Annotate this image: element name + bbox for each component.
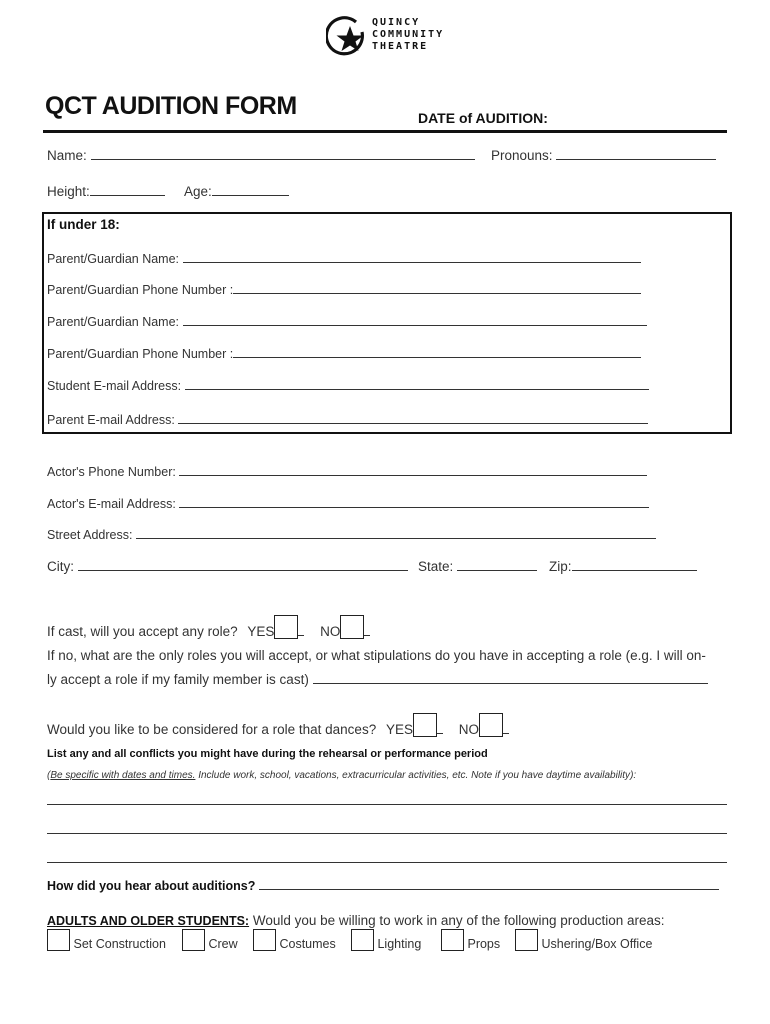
actor-phone-row xyxy=(47,463,647,479)
date-of-audition-label: DATE of AUDITION: xyxy=(418,110,548,126)
guardian-name-1-field[interactable] xyxy=(183,250,641,263)
age-row xyxy=(184,183,289,199)
age-label: Age: xyxy=(184,184,212,199)
parent-email-label: Parent E-mail Address: xyxy=(47,413,175,427)
actor-phone-label: Actor's Phone Number: xyxy=(47,465,176,479)
conflicts-note: (Be specific with dates and times. Include work, school, vacations, extracurricular activities, etc. Note if you have daytime availability): xyxy=(47,770,637,781)
age-field[interactable] xyxy=(212,183,289,196)
guardian-phone-1-row xyxy=(47,281,641,297)
props-label: Props xyxy=(467,937,501,951)
only-roles-row xyxy=(47,671,708,687)
production-lead: ADULTS AND OLDER STUDENTS: xyxy=(47,914,250,928)
student-email-row xyxy=(47,377,649,393)
height-field[interactable] xyxy=(90,183,165,196)
city-row xyxy=(47,558,408,574)
lighting-checkbox[interactable] xyxy=(351,929,374,951)
page-title: QCT AUDITION FORM xyxy=(45,92,297,120)
any-role-question: If cast, will you accept any role? xyxy=(47,624,238,639)
logo-line-3: THEATRE xyxy=(372,41,429,52)
pronouns-label: Pronouns: xyxy=(491,148,553,163)
conflicts-note-underlined: Be specific with dates and times. xyxy=(50,770,196,781)
guardian-phone-2-row xyxy=(47,345,641,361)
costumes-label: Costumes xyxy=(279,937,336,951)
student-email-field[interactable] xyxy=(185,377,649,390)
dance-no-checkbox[interactable] xyxy=(479,713,503,737)
any-role-yes-checkbox[interactable] xyxy=(274,615,298,639)
guardian-name-1-row xyxy=(47,250,641,266)
set-construction-checkbox[interactable] xyxy=(47,929,70,951)
header-divider xyxy=(43,130,727,133)
zip-row xyxy=(549,558,697,574)
zip-field[interactable] xyxy=(572,558,697,571)
guardian-name-1-label: Parent/Guardian Name: xyxy=(47,252,180,266)
any-role-yes-label: YES xyxy=(247,624,275,639)
only-roles-field[interactable] xyxy=(313,671,708,684)
student-email-label: Student E-mail Address: xyxy=(47,379,182,393)
hear-about-field[interactable] xyxy=(259,877,719,890)
production-area-crew[interactable] xyxy=(182,929,238,951)
conflicts-line-1[interactable] xyxy=(47,804,727,805)
ushering-checkbox[interactable] xyxy=(515,929,538,951)
guardian-name-2-row xyxy=(47,313,647,329)
crew-label: Crew xyxy=(208,937,238,951)
height-label: Height: xyxy=(47,184,90,199)
guardian-name-2-field[interactable] xyxy=(183,313,647,326)
dance-no-underline xyxy=(503,721,509,734)
guardian-phone-2-label: Parent/Guardian Phone Number : xyxy=(47,347,234,361)
production-area-ushering[interactable] xyxy=(515,929,652,951)
dance-no-label: NO xyxy=(458,722,479,737)
logo-line-2: COMMUNITY xyxy=(372,29,445,40)
actor-email-row xyxy=(47,495,649,511)
street-row xyxy=(47,526,656,542)
parent-email-row xyxy=(47,411,648,427)
dance-yes-label: YES xyxy=(385,722,413,737)
state-label: State: xyxy=(418,559,454,574)
pronouns-row xyxy=(491,147,716,163)
guardian-name-2-label: Parent/Guardian Name: xyxy=(47,315,180,329)
production-question xyxy=(47,913,665,928)
crew-checkbox[interactable] xyxy=(182,929,205,951)
dance-role-row xyxy=(47,713,509,737)
parent-email-field[interactable] xyxy=(178,411,648,424)
state-field[interactable] xyxy=(457,558,537,571)
conflicts-note-rest: Include work, school, vacations, extracurricular activities, etc. Note if you have daytime availability xyxy=(195,770,631,781)
pronouns-field[interactable] xyxy=(556,147,716,160)
actor-phone-field[interactable] xyxy=(179,463,647,476)
name-field[interactable] xyxy=(91,147,475,160)
any-role-no-label: NO xyxy=(320,624,341,639)
city-label: City: xyxy=(47,559,74,574)
only-roles-line-1: If no, what are the only roles you will accept, or what stipulations do you have in accepting a role (e.g. I will on- xyxy=(47,648,706,663)
street-field[interactable] xyxy=(136,526,656,539)
guardian-phone-1-label: Parent/Guardian Phone Number : xyxy=(47,283,234,297)
only-roles-line-2: ly accept a role if my family member is cast) xyxy=(47,672,309,687)
ushering-label: Ushering/Box Office xyxy=(541,937,653,951)
any-role-row xyxy=(47,615,370,639)
star-circle-icon xyxy=(326,16,368,58)
production-area-props[interactable] xyxy=(441,929,500,951)
dance-yes-underline xyxy=(437,721,443,734)
production-area-costumes[interactable] xyxy=(253,929,336,951)
street-label: Street Address: xyxy=(47,528,133,542)
production-rest: Would you be willing to work in any of the following production areas: xyxy=(249,913,665,928)
any-role-yes-underline xyxy=(298,623,304,636)
props-checkbox[interactable] xyxy=(441,929,464,951)
hear-about-row xyxy=(47,877,719,893)
qct-logo xyxy=(326,16,456,60)
dance-yes-checkbox[interactable] xyxy=(413,713,437,737)
actor-email-label: Actor's E-mail Address: xyxy=(47,497,176,511)
city-field[interactable] xyxy=(78,558,408,571)
logo-line-1: QUINCY xyxy=(372,17,421,28)
guardian-phone-1-field[interactable] xyxy=(233,281,641,294)
any-role-no-underline xyxy=(364,623,370,636)
dance-role-question: Would you like to be considered for a role that dances? xyxy=(47,722,377,737)
height-row xyxy=(47,183,165,199)
costumes-checkbox[interactable] xyxy=(253,929,276,951)
production-area-lighting[interactable] xyxy=(351,929,421,951)
production-area-set[interactable] xyxy=(47,929,166,951)
state-row xyxy=(418,558,537,574)
any-role-no-checkbox[interactable] xyxy=(340,615,364,639)
conflicts-heading: List any and all conflicts you might have during the rehearsal or performance period xyxy=(47,748,488,760)
under-18-heading: If under 18: xyxy=(47,217,120,232)
lighting-label: Lighting xyxy=(377,937,422,951)
name-row xyxy=(47,147,475,163)
logo-text xyxy=(372,17,444,53)
hear-about-question: How did you hear about auditions? xyxy=(47,879,256,893)
conflicts-line-2[interactable] xyxy=(47,833,727,834)
conflicts-line-3[interactable] xyxy=(47,862,727,863)
zip-label: Zip: xyxy=(549,559,572,574)
actor-email-field[interactable] xyxy=(179,495,649,508)
name-label: Name: xyxy=(47,148,87,163)
guardian-phone-2-field[interactable] xyxy=(233,345,641,358)
set-construction-label: Set Construction xyxy=(73,937,166,951)
